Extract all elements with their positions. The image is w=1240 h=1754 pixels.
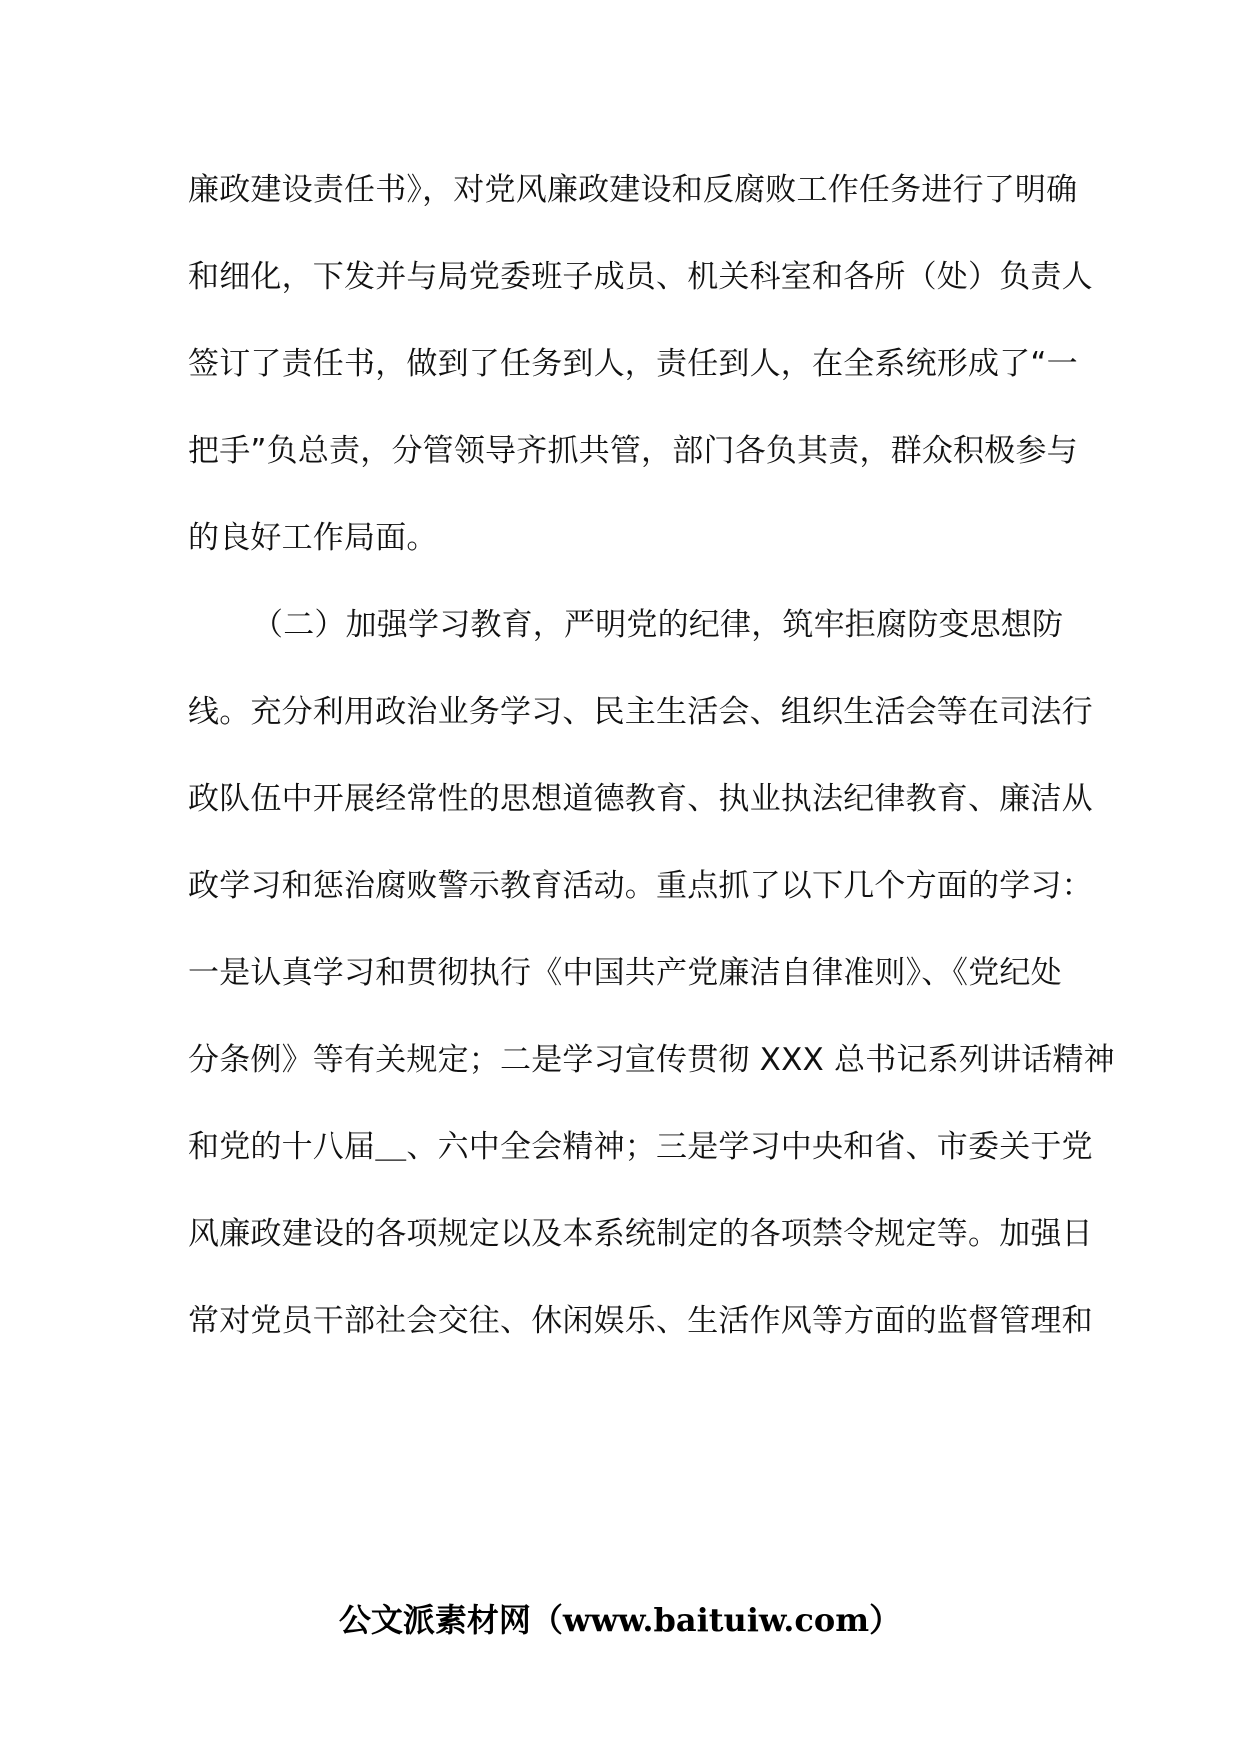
text-line: 把手”负总责，分管领导齐抓共管，部门各负其责，群众积极参与 <box>188 433 1078 469</box>
text-line: 线。充分利用政治业务学习、民主生活会、组织生活会等在司法行 <box>188 694 1093 730</box>
text-line: 签订了责任书，做到了任务到人，责任到人，在全系统形成了“一 <box>188 346 1078 382</box>
text-line: 分条例》等有关规定；二是学习宣传贯彻 XXX 总书记系列讲话精神 <box>188 1042 1115 1078</box>
text-line: 和党的十八届＿、六中全会精神；三是学习中央和省、市委关于党 <box>188 1129 1093 1165</box>
text-line: 常对党员干部社会交往、休闲娱乐、生活作风等方面的监督管理和 <box>188 1303 1093 1339</box>
text-line: 和细化，下发并与局党委班子成员、机关科室和各所（处）负责人 <box>188 259 1093 295</box>
footer-watermark: 公文派素材网（www.baituiw.com） <box>338 1601 902 1639</box>
text-line: 廉政建设责任书》，对党风廉政建设和反腐败工作任务进行了明确 <box>188 172 1078 208</box>
text-line: 的良好工作局面。 <box>188 520 438 556</box>
section-heading: （二）加强学习教育，严明党的纪律，筑牢拒腐防变思想防 <box>252 607 1064 643</box>
text-line: 政学习和惩治腐败警示教育活动。重点抓了以下几个方面的学习： <box>188 868 1093 904</box>
text-line: 风廉政建设的各项规定以及本系统制定的各项禁令规定等。加强日 <box>188 1216 1093 1252</box>
text-line: 政队伍中开展经常性的思想道德教育、执业执法纪律教育、廉洁从 <box>188 781 1093 817</box>
text-line: 一是认真学习和贯彻执行《中国共产党廉洁自律准则》、《党纪处 <box>188 955 1062 991</box>
